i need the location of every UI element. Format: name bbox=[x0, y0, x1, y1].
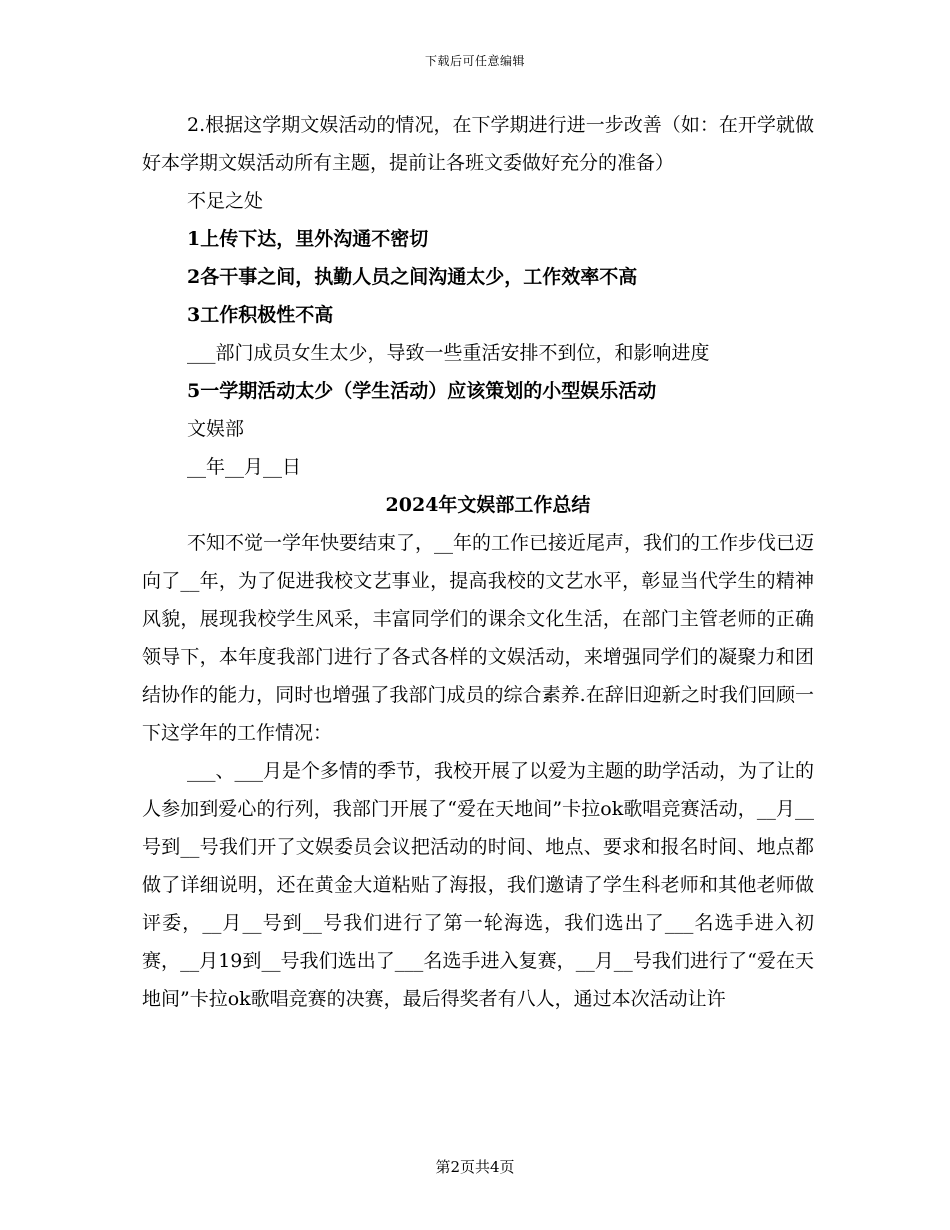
shortcoming-item: ___部门成员女生太少，导致一些重活安排不到位，和影响进度 bbox=[187, 342, 710, 364]
improvement-item: 2.根据这学期文娱活动的情况，在下学期进行进一步改善（如：在开学就做好本学期文娱活动所有主题，提前让各班文委做好充分的准备） bbox=[142, 114, 814, 174]
document-body bbox=[142, 106, 814, 1018]
shortcoming-item: 5一学期活动太少（学生活动）应该策划的小型娱乐活动 bbox=[187, 380, 657, 402]
page-header: 下载后可任意编辑 bbox=[424, 54, 525, 68]
shortcoming-item: 3工作积极性不高 bbox=[187, 304, 334, 326]
shortcoming-item: 2各干事之间，执勤人员之间沟通太少，工作效率不高 bbox=[187, 266, 638, 288]
shortcoming-item: 1上传下达，里外沟通不密切 bbox=[187, 228, 429, 250]
body-paragraph: 不知不觉一学年快要结束了，__年的工作已接近尾声，我们的工作步伐已迈向了__年，为了促进我校文艺事业，提高我校的文艺水平，彰显当代学生的精神风貌，展现我校学生风采，丰富同学们的课余文化生活，在部门主管老师的正确领导下，本年度我部门进行了各式各样的文娱活动，来增强同学们的凝聚力和团结协作的能力，同时也增强了我部门成员的综合素养.在辞旧迎新之时我们回顾一下这学年的工作情况： bbox=[142, 532, 815, 744]
department-signature: 文娱部 bbox=[187, 418, 245, 440]
page-footer: 第2页共4页 bbox=[435, 1158, 515, 1176]
document-title: 2024年文娱部工作总结 bbox=[385, 494, 591, 516]
body-paragraph: ___、___月是个多情的季节，我校开展了以爱为主题的助学活动，为了让的人参加到爱心的行列，我部门开展了“爱在天地间”卡拉ok歌唱竞赛活动，__月__号到__号我们开了文娱委员会议把活动的时间、地点、要求和报名时间、地点都做了详细说明，还在黄金大道粘贴了海报，我们邀请了学生科老师和其他老师做评委，__月__号到__号我们进行了第一轮海选，我们选出了___名选手进入初赛，__月19到__号我们选出了___名选手进入复赛，__月__号我们进行了“爱在天地间”卡拉ok歌唱竞赛的决赛，最后得奖者有八人，通过本次活动让许 bbox=[142, 760, 815, 1010]
signature-date: __年__月__日 bbox=[187, 456, 302, 478]
shortcomings-heading: 不足之处 bbox=[187, 190, 264, 212]
